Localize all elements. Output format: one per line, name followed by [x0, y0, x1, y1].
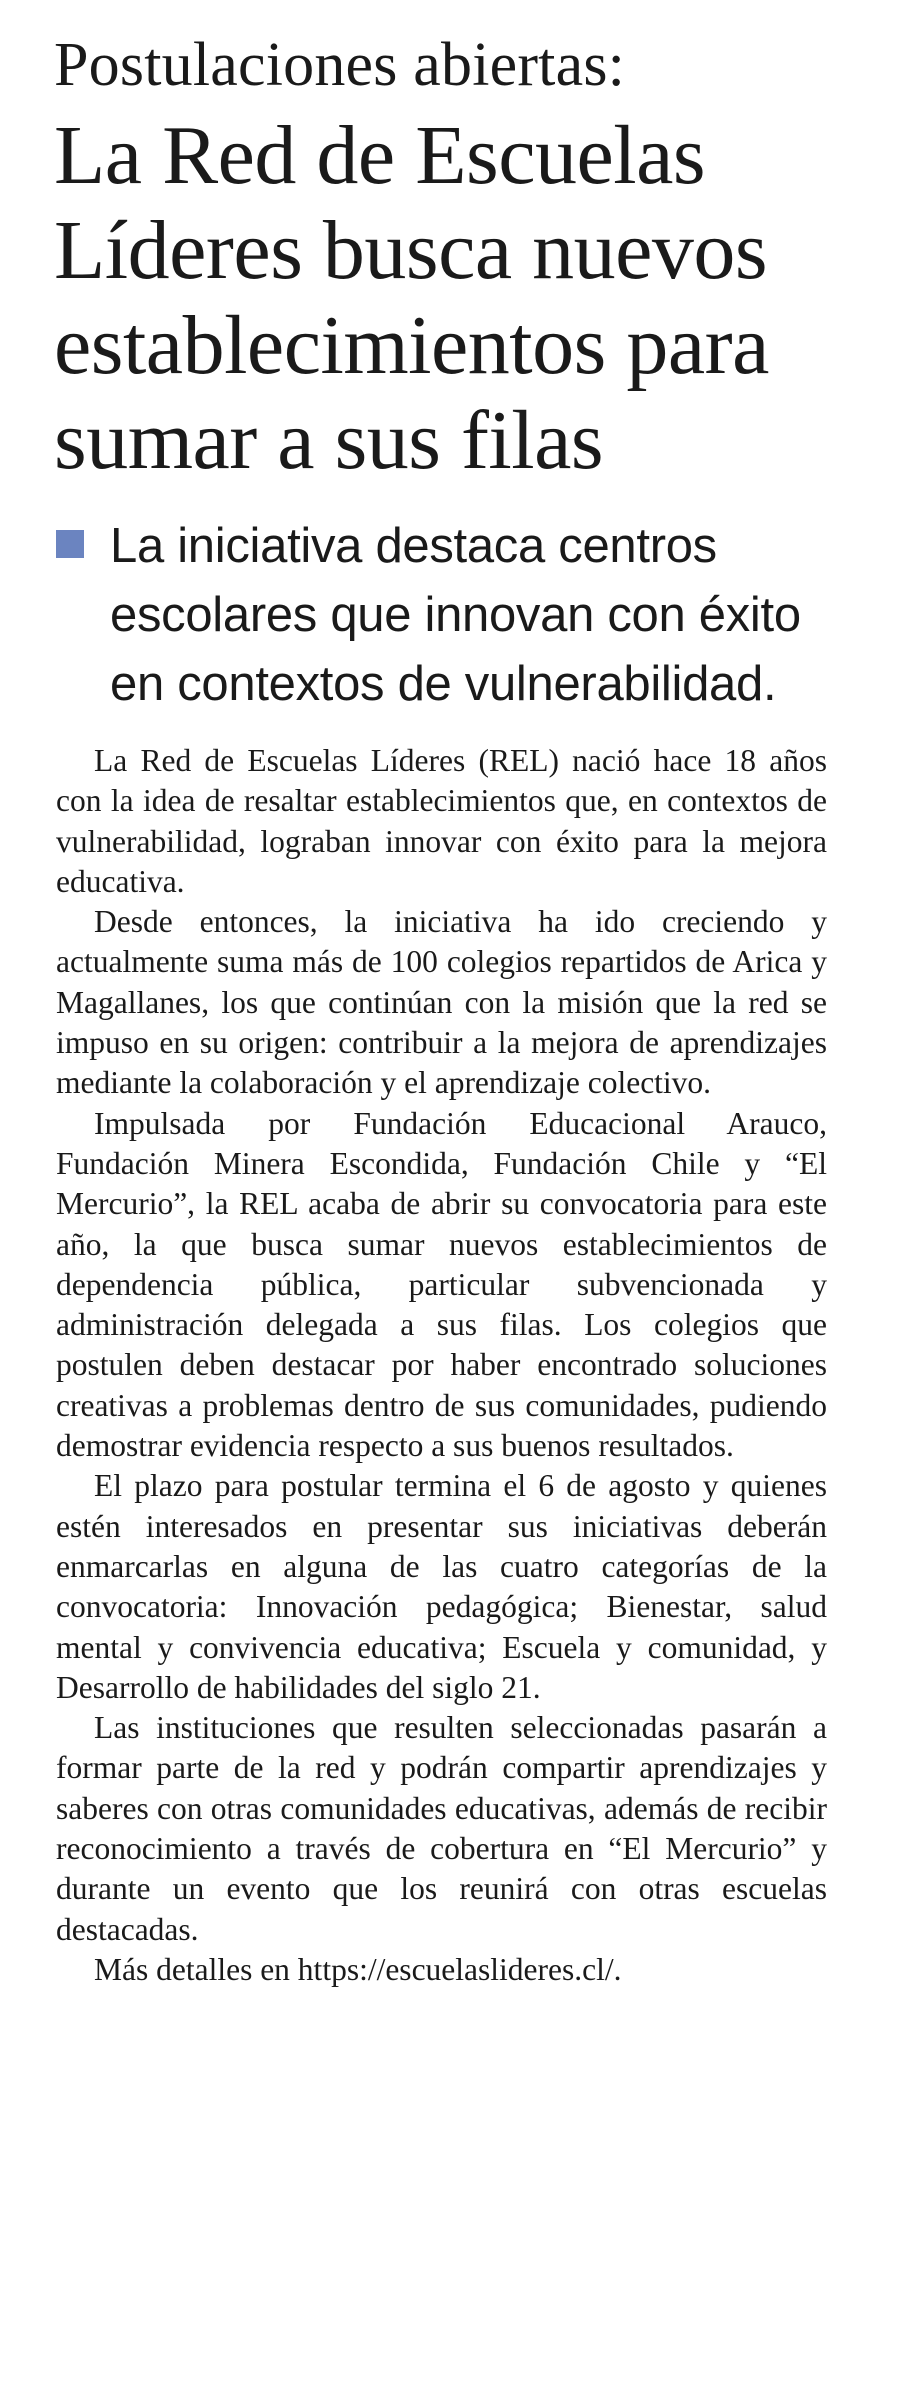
body-paragraph: Impulsada por Fundación Educacional Arauco, Fundación Minera Escondida, Fundación Chile y “El Mercurio”, la REL acaba de abrir su convocatoria para este año, la que busca sumar nuevos establecimientos de dependencia pública, particular subvencionada y administración delegada a sus filas. Los colegios que postulen deben destacar por haber encontrado soluciones creativas a problemas dentro de sus comunidades, pudiendo demostrar evidencia respecto a sus buenos resultados.: [56, 1105, 827, 1464]
article-kicker: Postulaciones abiertas:: [54, 31, 626, 99]
body-paragraph: Desde entonces, la iniciativa ha ido creciendo y actualmente suma más de 100 colegios repartidos de Arica y Magallanes, los que continúan con la misión que la red se impuso en su origen: contribuir a la mejora de aprendizajes mediante la colaboración y el aprendizaje colectivo.: [56, 904, 827, 1101]
square-bullet-icon: [56, 530, 84, 558]
article-headline: La Red de Escuelas Líderes busca nuevos establecimientos para sumar a sus filas: [54, 109, 769, 487]
body-paragraph: El plazo para postular termina el 6 de agosto y quienes estén interesados en presentar sus iniciativas deberán enmarcarlas en alguna de las cuatro categorías de la convocatoria: Innovación pedagógica; Bienestar, salud mental y convivencia educativa; Escuela y comunidad, y Desarrollo de habilidades del siglo 21.: [56, 1468, 827, 1705]
body-paragraph: Las instituciones que resulten seleccionadas pasarán a formar parte de la red y podrán compartir aprendizajes y saberes con otras comunidades educativas, además de recibir reconocimiento a través de cobertura en “El Mercurio” y durante un evento que los reunirá con otras escuelas destacadas.: [56, 1710, 827, 1947]
article-body: [56, 741, 827, 1990]
body-paragraph: La Red de Escuelas Líderes (REL) nació hace 18 años con la idea de resaltar establecimientos que, en contextos de vulnerabilidad, lograban innovar con éxito para la mejora educativa.: [56, 743, 827, 899]
article-deck: [54, 512, 856, 719]
deck-text: La iniciativa destaca centros escolares que innovan con éxito en contextos de vulnerabilidad.: [110, 519, 801, 711]
body-paragraph-details: Más detalles en https://escuelaslideres.cl/.: [94, 1951, 622, 1987]
